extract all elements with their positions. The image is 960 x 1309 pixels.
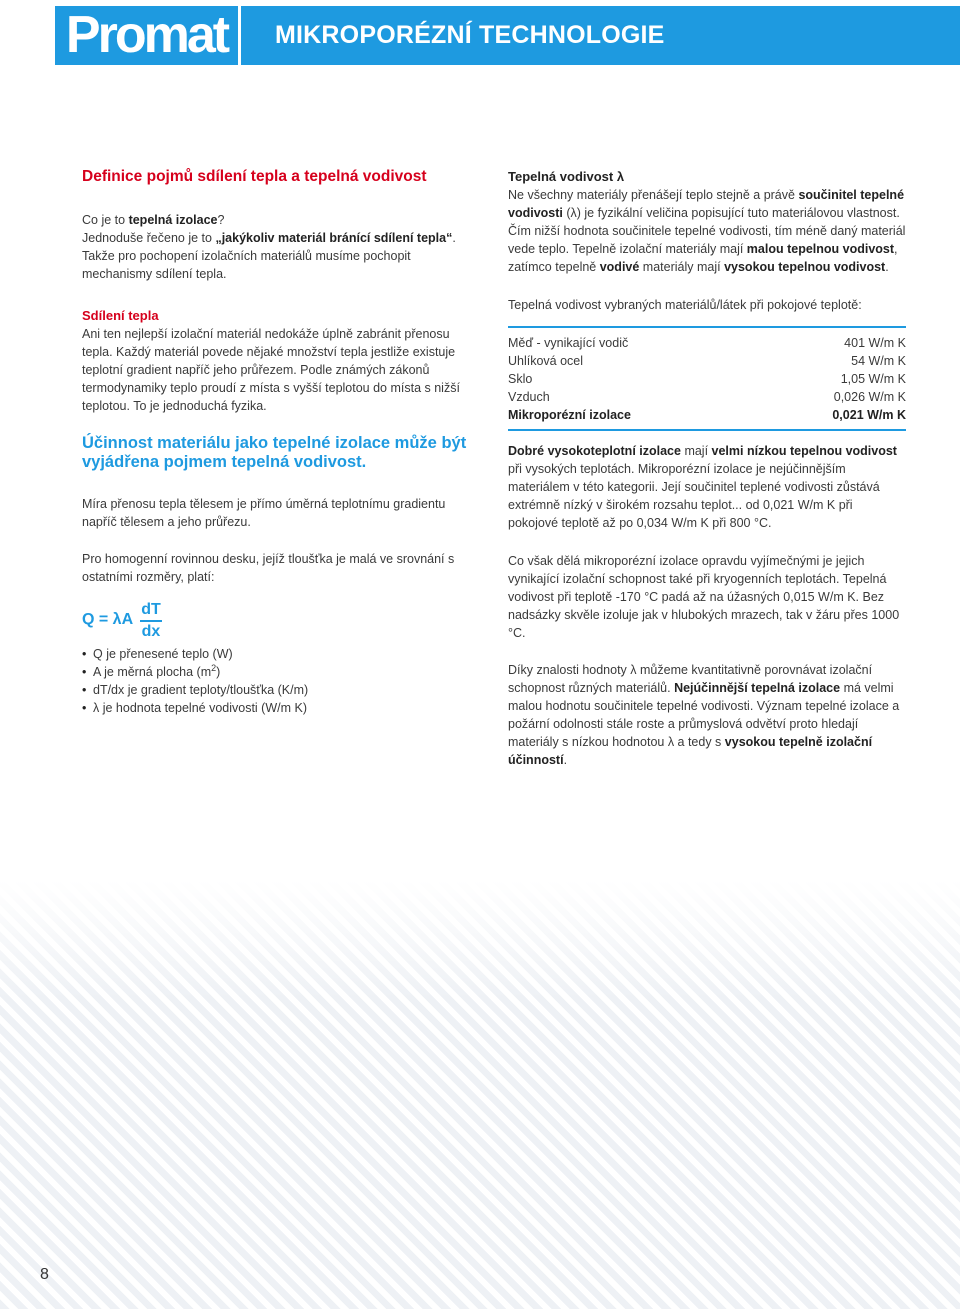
formula-lhs: Q = λA xyxy=(82,611,134,628)
list-item: • λ je hodnota tepelné vodivosti (W/m K) xyxy=(82,699,308,717)
dobre-paragraph: Dobré vysokoteplotní izolace mají velmi nízkou tepelnou vodivost při vysokých teplotách. Mikroporézní izolace je nejúčinnějším materiálem v této kategorii. Její součinitel teplené vodivosti zůstává extrémně nízký v širokém rozsahu teplot... od 0,021 W/m K při pokojové teplotě až po 0,034 W/m K při 800 °C. xyxy=(508,444,897,530)
table-row: Mikroporézní izolace 0,021 W/m K xyxy=(508,408,906,422)
list-item: • dT/dx je gradient teploty/tloušťka (K/m) xyxy=(82,681,308,699)
page-title: MIKROPORÉZNÍ TECHNOLOGIE xyxy=(275,21,665,49)
fraction-numerator: dT xyxy=(141,601,161,618)
logo-text: Promat xyxy=(65,6,228,64)
subheading-tepelna-vodivost: Tepelná vodivost λ xyxy=(508,169,625,184)
variable-list xyxy=(82,645,308,717)
homogenni-paragraph: Pro homogenní rovinnou desku, jejíž tloušťka je malá ve srovnání s ostatními rozměry, platí: xyxy=(82,552,455,584)
table-row: Vzduch 0,026 W/m K xyxy=(508,390,906,404)
section-heading: Definice pojmů sdílení tepla a tepelná vodivost xyxy=(82,168,427,185)
blue-callout-heading: Účinnost materiálu jako tepelné izolace může být vyjádřena pojmem tepelná vodivost. xyxy=(82,434,467,471)
table-row: Sklo 1,05 W/m K xyxy=(508,372,906,386)
promat-logo xyxy=(55,6,238,65)
formula-fraction xyxy=(140,600,162,642)
header-divider xyxy=(238,6,241,65)
intro-paragraph: Co je to tepelná izolace? Jednoduše řečeno je to „jakýkoliv materiál bránící sdílení tepla“. Takže pro pochopení izolačních materiálů musíme pochopit mechanismy sdílení tepla. xyxy=(82,213,456,281)
pattern-fade xyxy=(0,880,960,1000)
list-item: • Q je přenesené teplo (W) xyxy=(82,645,308,663)
subheading-sdileni: Sdílení tepla xyxy=(82,308,159,323)
fraction-denominator: dx xyxy=(141,623,161,640)
list-item: • A je měrná plocha $(m^2)$ xyxy=(82,663,308,681)
conductivity-table xyxy=(508,326,906,431)
sdileni-paragraph: Ani ten nejlepší izolační materiál nedokáže úplně zabránit přenosu tepla. Každý materiál povede nějaké množství tepla jestliže existuje teplotní gradient napříč jeho průřezem. Podle známých zákonů termodynamiky teplo proudí z místa s vyšší teplotou do místa s nižší teplotou. To je jednoduchá fyzika. xyxy=(82,327,460,413)
table-row: Uhlíková ocel 54 W/m K xyxy=(508,354,906,368)
header-bar xyxy=(55,6,960,65)
cryogenic-paragraph: Co však dělá mikroporézní izolace opravdu vyjímečnými je jejich vynikající izolační schopnost také při kryogenních teplotách. Tepelná vodivost při teplotě -170 °C padá až na úžasných 0,015 W/m K. Bez nadsázky skvěle izoluje jak v hlubokých mrazech, tak v žáru přes 1000 °C. xyxy=(508,554,900,640)
table-caption: Tepelná vodivost vybraných materiálů/látek při pokojové teplotě: xyxy=(508,298,862,312)
mira-paragraph: Míra přenosu tepla tělesem je přímo úměrná teplotnímu gradientu napříč tělesem a jeho průřezu. xyxy=(82,497,446,529)
final-paragraph: Díky znalosti hodnoty λ můžeme kvantitativně porovnávat izolační schopnost různých materiálů. Nejúčinnější tepelná izolace má velmi malou hodnotu součinitele tepelné vodivosti. Význam tepelné izolace a požární odolnosti stále roste a průmyslová odvětví proto hledají materiály s nízkou hodnotou λ a tedy s vysokou tepelně izolační účinností. xyxy=(508,663,900,767)
tepelna-vodivost-paragraph: Ne všechny materiály přenášejí teplo stejně a právě součinitel tepelné vodivosti (λ) je fyzikální veličina popisující tuto materiálovou vlastnost. Čím nižší hodnota součinitele tepelné vodivosti, tím méně daný materiál vede teplo. Tepelně izolační materiály mají malou tepelnou vodivost, zatímco tepelně vodivé materiály mají vysokou tepelnou vodivost. xyxy=(508,188,906,274)
table-row: Měď - vynikající vodič 401 W/m K xyxy=(508,336,906,350)
page-number: 8 xyxy=(40,1266,49,1283)
